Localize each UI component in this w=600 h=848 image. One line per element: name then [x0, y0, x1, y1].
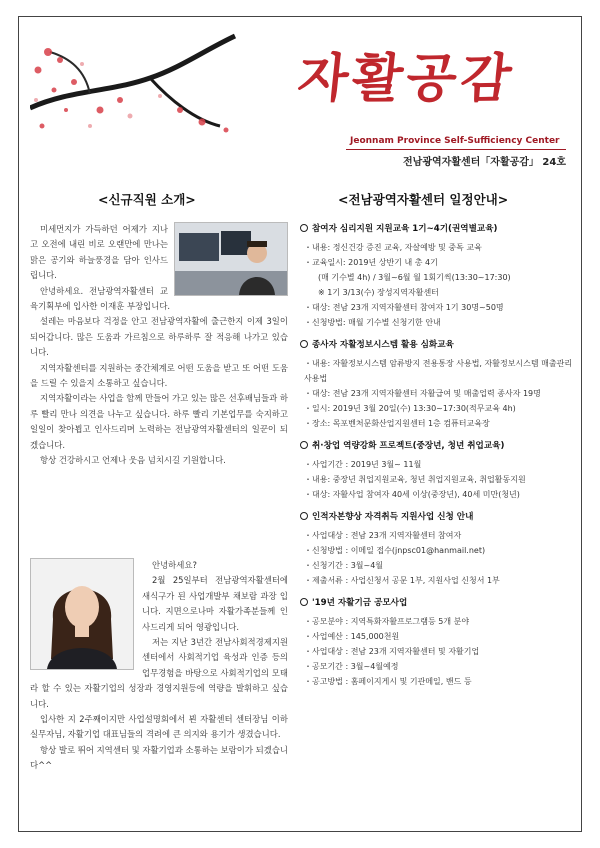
- schedule-item: ・대상: 전남 23개 지역자활센터 자활급여 및 매출업력 종사자 19명: [304, 389, 541, 398]
- intro1-para-3: 설레는 마음보다 걱정을 안고 전남광역자활에 출근한지 이제 3일이 되어갑니다. 많은 도움과 가르침으로 하루하루 잘 적응해 나가고 있습니다.: [30, 316, 288, 358]
- schedule-item: ・사업대상 : 전남 23개 지역자활센터 및 자활기업: [304, 647, 480, 656]
- header-divider: [346, 149, 566, 150]
- schedule-item: ・일시: 2019년 3월 20일(수) 13:30~17:30(적무교육 4h): [304, 404, 516, 413]
- intro2-para-4: 입사한 지 2주째이지만 사업설명회에서 뵌 자활센터 센터장님 이하 실무자님, 자활기업 대표님들의 격려에 큰 의지와 용기가 생겼습니다.: [30, 714, 288, 740]
- schedule-list: [300, 222, 574, 697]
- office-photo-icon: [175, 223, 287, 295]
- schedule-block-title: 인적자본향상 자격취득 지원사업 신청 안내: [300, 510, 574, 525]
- issue-number: 전남광역자활센터「자활공감」 24호: [403, 157, 566, 168]
- schedule-item: ・공모기간 : 3월~4월예정: [304, 662, 399, 671]
- portrait-photo-icon: [31, 559, 133, 669]
- schedule-item: ・신청기간 : 3월~4월: [304, 561, 384, 570]
- staff-photo-1: [174, 222, 288, 296]
- schedule-item: ・제출서류 : 사업신청서 공문 1부, 지원사업 신청서 1부: [304, 576, 500, 585]
- schedule-block-title: 참여자 심리지원 지원교육 1기~4기(권역별교육): [300, 222, 574, 237]
- circle-bullet-icon: [300, 224, 308, 232]
- left-section-title: <신규직원 소개>: [98, 192, 196, 207]
- intro1-para-4: 지역자활센터를 지원하는 중간체계로 어떤 도움을 받고 또 어떤 도움을 드릴 수 있을지 소통하고 싶습니다.: [30, 362, 288, 389]
- schedule-item: ・사업대상 : 전남 23개 지역자활센터 참여자: [304, 531, 462, 540]
- english-center-name: Jeonnam Province Self-Sufficiency Center: [350, 136, 560, 146]
- schedule-item: ・신청방법 : 이메일 접수(jnpsc01@hanmail.net): [304, 546, 486, 555]
- schedule-item: ・대상: 전남 23개 지역자활센터 참여자 1기 30명~50명: [304, 303, 504, 312]
- intro1-para-5: 지역자활이라는 사업을 함께 만들어 가고 있는 많은 선후배님들과 하루 빨리 만나 의견을 나누고 싶습니다. 하루 빨리 기본업무를 숙지하고 일일이 찾아뵙고 인사드리며 노력하는 전남광역자활센터의 일꾼이 되겠습니다.: [30, 393, 288, 450]
- intro1-para-2: 안녕하세요. 전남광역자활센터 교육기획부에 입사한 이재훈 부장입니다.: [30, 285, 171, 312]
- schedule-item: ・교육일시: 2019년 상반기 내 총 4기: [304, 258, 438, 267]
- schedule-item: ・공고방법 : 홈페이지게시 및 기관메일, 밴드 등: [304, 677, 472, 686]
- schedule-block-title: 취·창업 역량강화 프로젝트(중장년, 청년 취업교육): [300, 439, 574, 454]
- schedule-item: (매 기수별 4h) / 3월~6월 월 1회기씩(13:30~17:30): [318, 273, 511, 282]
- schedule-item: ※ 1기 3/13(수) 장성지역자활센터: [318, 288, 439, 297]
- schedule-block-title: 종사자 자활정보시스템 활용 심화교육: [300, 338, 574, 353]
- intro1-para-1: 미세먼지가 가득하던 어제가 지나고 오전에 내린 비로 오랜만에 만나는 맑은 공기와 하늘풍경을 담아 인사드립니다.: [30, 224, 168, 281]
- intro1-para-6: 항상 건강하시고 언제나 웃음 넘치시길 기원합니다.: [40, 455, 226, 466]
- schedule-block: [300, 338, 574, 431]
- intro2-para-1: 안녕하세요?: [152, 560, 197, 570]
- schedule-block-title: '19년 자활기금 공모사업: [300, 596, 574, 611]
- newsletter-logo: [294, 44, 558, 114]
- intro2-para-2: 2월 25일부터 전남광역자활센터에 새식구가 된 사업개발부 채보람 과장 입니다. 지면으로나마 자활가족분들께 인사드리게 되어 영광입니다.: [142, 575, 288, 632]
- staff-intro-2: [30, 558, 288, 774]
- circle-bullet-icon: [300, 598, 308, 606]
- right-section-title: <전남광역자활센터 일정안내>: [338, 192, 509, 207]
- schedule-block: [300, 222, 574, 330]
- schedule-item: ・사업예산 : 145,000천원: [304, 632, 400, 641]
- schedule-block: [300, 596, 574, 689]
- staff-photo-2: [30, 558, 134, 670]
- schedule-item: ・내용: 자활정보시스템 암류방지 전용통장 사용법, 자활정보시스템 매출관리 사용법: [304, 359, 573, 383]
- logo-text: 자활공감: [294, 48, 519, 109]
- plum-blossom-illustration: [30, 30, 255, 170]
- schedule-block: [300, 439, 574, 502]
- staff-intro-1: [30, 222, 288, 469]
- circle-bullet-icon: [300, 512, 308, 520]
- schedule-item: ・대상: 자활사업 참여자 40세 이상(중장년), 40세 미만(청년): [304, 490, 520, 499]
- schedule-item: ・장소: 목포벤처문화산업지원센터 1층 컴퓨터교육장: [304, 419, 490, 428]
- schedule-item: ・신청방법: 매월 기수별 신청기한 안내: [304, 318, 441, 327]
- circle-bullet-icon: [300, 340, 308, 348]
- schedule-item: ・공모분야 : 지역특화자활프로그램등 5개 분야: [304, 617, 470, 626]
- schedule-item: ・내용: 중장년 취업지원교육, 청년 취업지원교육, 취업활동지원: [304, 475, 526, 484]
- schedule-item: ・내용: 정신건강 증진 교육, 자살예방 및 중독 교육: [304, 243, 482, 252]
- intro2-para-5: 항상 발로 뛰어 지역센터 및 자활기업과 소통하는 보람이가 되겠습니다^^: [30, 744, 288, 771]
- schedule-item: ・사업기간 : 2019년 3월~ 11월: [304, 460, 422, 469]
- intro2-para-3: 저는 지난 3년간 전남사회적경제지원센터에서 사회적기업 육성과 인증 등의 업무경험을 바탕으로 사회적기업의 모태라 할 수 있는 자활기업의 성장과 경영지원등에 역량을 발휘하고 싶습니다.: [30, 637, 288, 709]
- schedule-block: [300, 510, 574, 588]
- circle-bullet-icon: [300, 441, 308, 449]
